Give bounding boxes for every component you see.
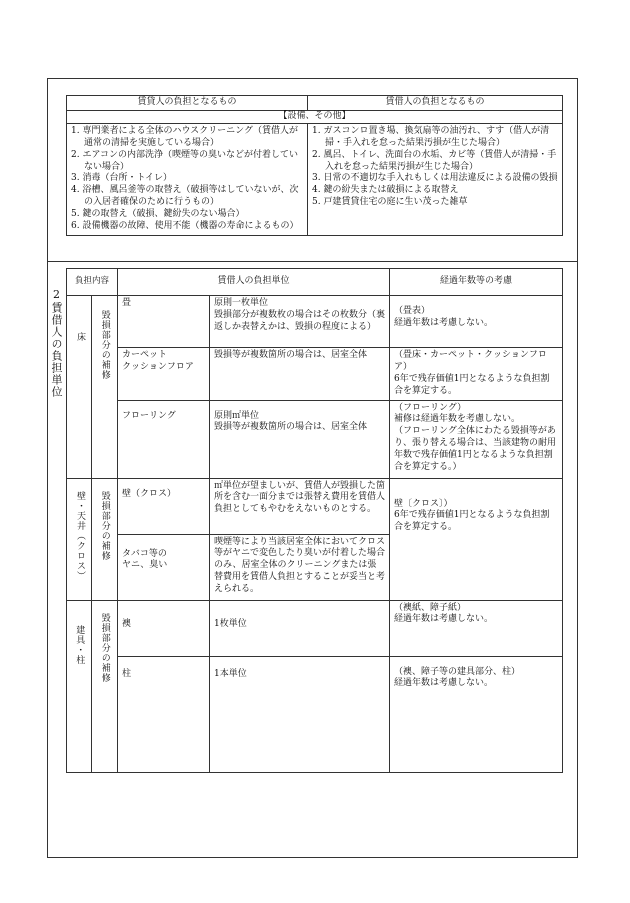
unit-pillar: 1本単位: [210, 656, 390, 772]
group-floor: 床: [67, 296, 92, 479]
header-landlord: 賃貸人の負担となるもの: [67, 96, 308, 111]
unit-tatami: 原則一枚単位 毀損部分が複数枚の場合はその枚数分（裏返しか表替えかは、毀損の程度による）: [210, 296, 390, 348]
years-tatami: （畳表） 経過年数は考慮しない。: [390, 296, 563, 348]
group-fittings: 建具・柱: [67, 600, 92, 772]
category-floor: 毀損部分の補修: [92, 296, 118, 479]
years-fusuma: （襖紙、障子紙） 経過年数は考慮しない。: [390, 600, 563, 656]
list-item: 4. 浴槽、風呂釜等の取替え（破損等はしていないが、次の入居者確保のために行うもの）: [71, 185, 299, 208]
tenant-items-cell: [308, 123, 563, 235]
landlord-items-cell: [67, 123, 308, 235]
header-unit: 賃借人の負担単位: [118, 269, 390, 296]
section-label: 2賃借人の負担単位: [50, 288, 63, 398]
group-wall: 壁・天井（クロス）: [67, 478, 92, 600]
list-item: 2. エアコンの内部洗浄（喫煙等の臭いなどが付着していない場合）: [71, 149, 298, 172]
tenant-burden-unit-table: [66, 268, 563, 773]
years-wall: 壁〔クロス〕） 6年で残存価値1円となるような負担割合を算定する。: [390, 478, 563, 600]
list-item: 3. 消毒（台所・トイレ）: [71, 173, 172, 184]
subheader-equipment: 【設備、その他】: [67, 111, 563, 124]
unit-carpet: 毀損等が複数箇所の場合は、居室全体: [210, 348, 390, 401]
category-fittings: 毀損部分の補修: [92, 600, 118, 772]
header-tenant: 賃借人の負担となるもの: [308, 96, 563, 111]
list-item: 1. 専門業者による全体のハウスクリーニング（賃借人が通常の清掃を実施している場合）: [71, 125, 298, 148]
list-item: 5. 戸建賃貸住宅の庭に生い茂った雑草: [312, 197, 468, 208]
header-content: 負担内容: [67, 269, 118, 296]
list-item: 5. 鍵の取替え（破損、鍵紛失のない場合）: [71, 209, 245, 219]
list-item: 1. ガスコンロ置き場、換気扇等の油汚れ、すす（借人が清掃・手入れを怠った結果汚損が生じた場合）: [312, 125, 550, 148]
item-wall-cloth: 壁（クロス）: [118, 478, 210, 534]
unit-fusuma: 1枚単位: [210, 600, 390, 656]
list-item: 6. 設備機器の故障、使用不能（機器の寿命によるもの）: [71, 220, 299, 231]
item-pillar: 柱: [118, 656, 210, 772]
item-tobacco: タバコ等の ヤニ、臭い: [118, 534, 210, 600]
years-carpet: （畳床・カーペット・クッションフロア） 6年で残存価値1円となるような負担割合を算定する。: [390, 348, 563, 401]
list-item: 4. 鍵の紛失または破損による取替え: [312, 185, 459, 196]
unit-flooring: 原則㎡単位 毀損等が複数箇所の場合は、居室全体: [210, 400, 390, 478]
category-wall: 毀損部分の補修: [92, 478, 118, 600]
list-item: 3. 日常の不適切な手入れもしくは用法違反による設備の毀損: [312, 173, 558, 184]
item-fusuma: 襖: [118, 600, 210, 656]
section-divider: [47, 261, 578, 262]
unit-wall-cloth: ㎡単位が望ましいが、賃借人が毀損した箇所を含む一面分までは張替え費用を賃借人負担としてもやむをえないものとする。: [210, 478, 390, 534]
header-years: 経過年数等の考慮: [390, 269, 563, 296]
years-pillar: （襖、障子等の建具部分、柱） 経過年数は考慮しない。: [390, 656, 563, 772]
burden-table-equipment: [66, 95, 563, 236]
item-flooring: フローリング: [118, 400, 210, 478]
list-item: 2. 風呂、トイレ、洗面台の水垢、カビ等（賃借人が清掃・手入れを怠った結果汚損が生じた場合）: [312, 149, 557, 172]
item-tatami: 畳: [118, 296, 210, 348]
item-carpet: カーペット クッションフロア: [118, 348, 210, 401]
unit-tobacco: 喫煙等により当該居室全体においてクロス等がヤニで変色したり臭いが付着した場合のみ、居室全体のクリーニングまたは張替費用を賃借人負担とすることが妥当と考えられる。: [210, 534, 390, 600]
years-flooring: （フローリング） 補修は経過年数を考慮しない。 （フローリング全体にわたる毀損等があり、張り替える場合は、当該建物の耐用年数で残存価値1円となるような負担割合を算定する。）: [390, 400, 563, 478]
